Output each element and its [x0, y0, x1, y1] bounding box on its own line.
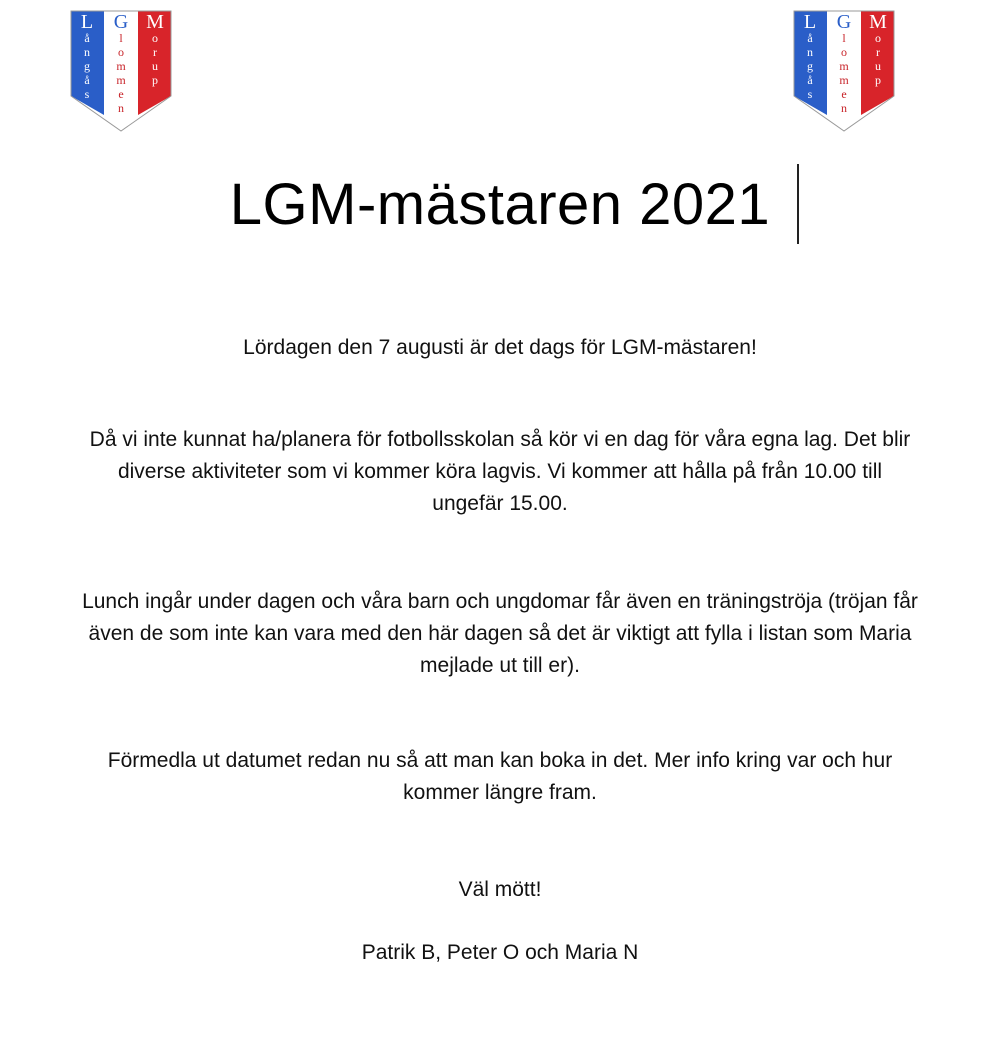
shield-letter-right: u [152, 59, 158, 73]
shield-letter-left: L [803, 11, 817, 33]
shield-letter-middle: G [113, 11, 129, 33]
shield-letter-right: r [876, 45, 880, 59]
shield-letter-right: r [153, 45, 157, 59]
shield-letter-left: å [807, 31, 813, 45]
shield-letter-middle: o [841, 45, 847, 59]
shield-letter-middle: n [841, 101, 847, 115]
shield-letter-left: å [84, 31, 90, 45]
shield-letter-left: g [807, 59, 813, 73]
shield-letter-left: L [80, 11, 94, 33]
shield-letter-right: p [875, 73, 881, 87]
shield-letter-left: g [84, 59, 90, 73]
shield-letter-right: u [875, 59, 881, 73]
shield-letter-right: o [875, 31, 881, 45]
club-logo-left [68, 8, 174, 136]
shield-letter-middle: m [116, 73, 126, 87]
shield-letter-right: o [152, 31, 158, 45]
shield-letter-middle: m [839, 73, 849, 87]
paragraph-date[interactable]: Lördagen den 7 augusti är det dags för LGM-mästaren! [243, 336, 757, 359]
shield-letter-left: å [84, 73, 90, 87]
shield-letter-right: M [869, 11, 887, 33]
shield-letter-middle: e [118, 87, 124, 101]
document-title[interactable]: LGM-mästaren 2021 [229, 172, 771, 237]
club-shield-emblem [68, 8, 174, 136]
paragraph-lunch[interactable]: Lunch ingår under dagen och våra barn och ungdomar får även en träningströja (tröjan får även de som inte kan vara med den här dagen så det är viktigt att fylla i listan som Maria mejlade ut till er). [82, 590, 918, 677]
shield-letter-middle: o [118, 45, 124, 59]
shield-letter-middle: m [116, 59, 126, 73]
shield-letter-right: p [152, 73, 158, 87]
shield-letter-left: å [807, 73, 813, 87]
shield-letter-right: M [146, 11, 164, 33]
shield-letter-middle: l [842, 31, 846, 45]
text-cursor [797, 164, 799, 244]
shield-letter-middle: l [119, 31, 123, 45]
shield-letter-left: s [84, 87, 90, 101]
paragraph-signature[interactable]: Patrik B, Peter O och Maria N [361, 941, 639, 964]
shield-letter-left: s [807, 87, 813, 101]
shield-letter-middle: m [839, 59, 849, 73]
shield-letter-middle: n [118, 101, 124, 115]
club-logo-right [791, 8, 897, 136]
shield-letter-left: n [84, 45, 90, 59]
shield-letter-middle: G [836, 11, 852, 33]
club-shield-emblem [791, 8, 897, 136]
shield-letter-left: n [807, 45, 813, 59]
paragraph-greeting[interactable]: Väl mött! [458, 878, 542, 901]
paragraph-info[interactable]: Förmedla ut datumet redan nu så att man kan boka in det. Mer info kring var och hur kommer längre fram. [107, 749, 893, 804]
shield-letter-middle: e [841, 87, 847, 101]
paragraph-activities[interactable]: Då vi inte kunnat ha/planera för fotbollsskolan så kör vi en dag för våra egna lag. Det blir diverse aktiviteter som vi kommer köra lagvis. Vi kommer att hålla på från 10.00 till ungefär 15.00. [89, 428, 911, 515]
